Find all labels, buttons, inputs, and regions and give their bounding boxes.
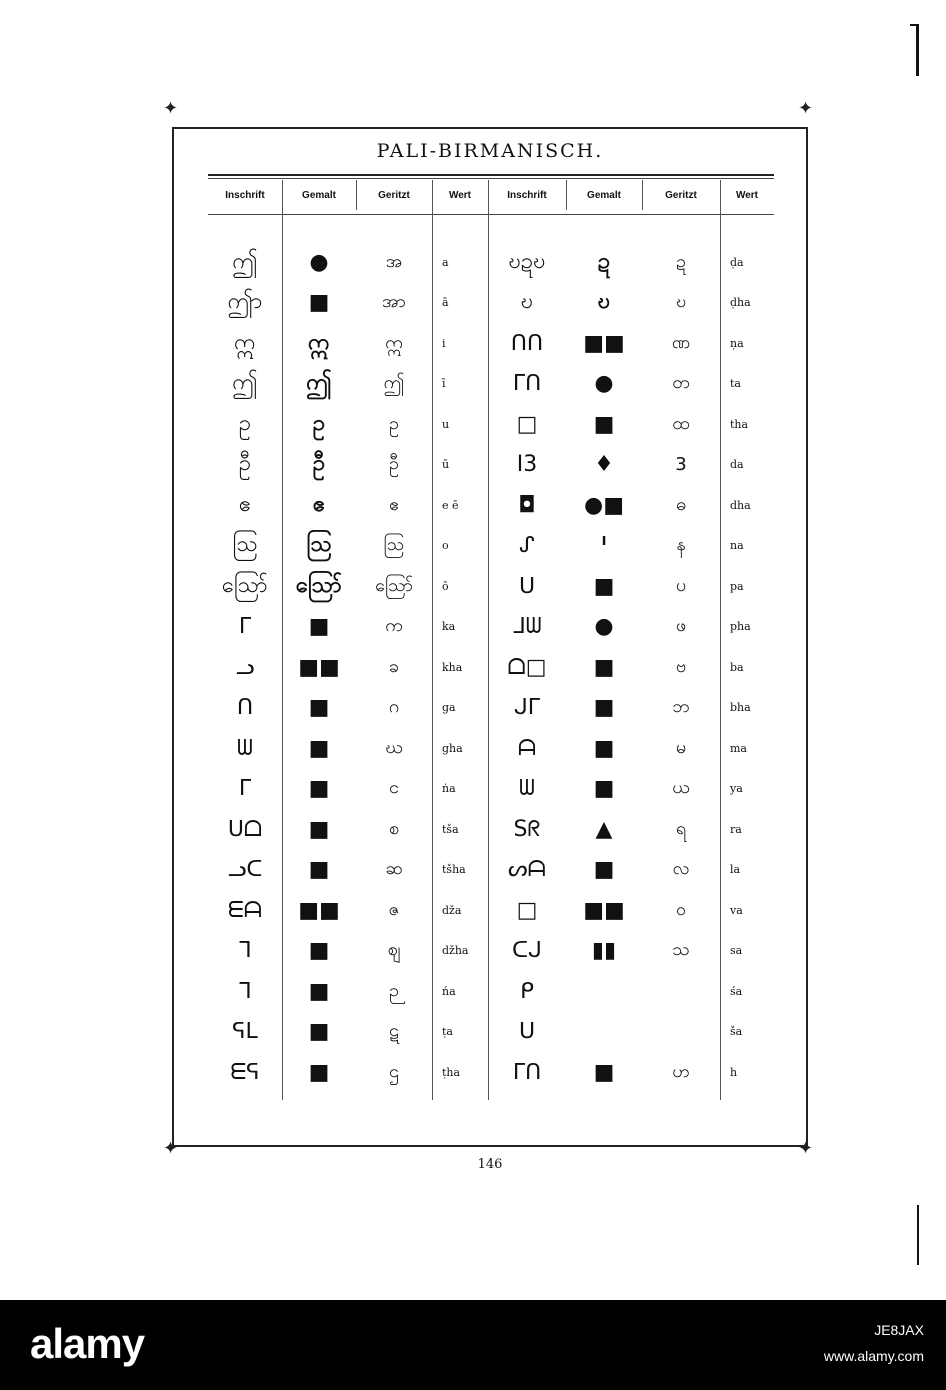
- scan-edge-mark: [917, 1205, 919, 1265]
- cell-inschrift-left: ᒥ: [238, 614, 252, 639]
- cell-geritzt-right: ဖ: [675, 615, 687, 636]
- cell-gemalt-left: ■■: [298, 897, 340, 923]
- cell-wert-right: da: [730, 458, 744, 471]
- column-divider: [356, 180, 357, 210]
- cell-inschrift-left: ဧ: [238, 491, 252, 517]
- cell-inschrift-right: ᗩ: [517, 735, 537, 761]
- cell-wert-left: ṭha: [442, 1065, 461, 1079]
- cell-geritzt-left: စ: [388, 817, 400, 839]
- cell-wert-right: bha: [730, 701, 751, 714]
- cell-wert-left: džha: [442, 944, 469, 957]
- cell-gemalt-left: ●: [309, 249, 329, 275]
- cell-inschrift-right: ᒥᑎ: [512, 371, 542, 396]
- cell-gemalt-right: ■: [593, 1059, 615, 1085]
- cell-geritzt-left: ဣ: [385, 331, 403, 353]
- cell-geritzt-right: ဓ: [675, 493, 687, 515]
- cell-wert-left: ńa: [442, 984, 456, 998]
- page-title: PALI-BIRMANISCH.: [376, 140, 604, 162]
- header-rule-bottom: [208, 214, 774, 215]
- cell-geritzt-left: ဋ: [389, 1020, 399, 1041]
- cell-wert-right: tha: [730, 417, 749, 431]
- cell-inschrift-left: ᓗᑕ: [227, 857, 263, 882]
- table-row: [208, 689, 774, 727]
- cell-wert-left: ō: [442, 579, 449, 593]
- cell-wert-right: dha: [730, 498, 751, 512]
- cell-wert-left: ī: [442, 377, 446, 390]
- cell-geritzt-right: လ: [672, 858, 690, 879]
- cell-inschrift-left: ᗴᗩ: [227, 897, 263, 923]
- cell-inschrift-right: ᒍᒥ: [513, 695, 541, 720]
- cell-inschrift-left: ᑌᗝ: [227, 816, 263, 842]
- cell-geritzt-right: ပ: [675, 574, 687, 596]
- cell-inschrift-left: ဤ: [232, 370, 258, 395]
- cell-geritzt-right: 3: [675, 454, 687, 475]
- cell-wert-left: ā: [442, 296, 449, 309]
- cell-geritzt-right: ဏ: [671, 331, 691, 353]
- watermark-image-id: JE8JAX: [874, 1322, 924, 1338]
- cell-inschrift-right: ᔕᗩ: [508, 857, 546, 882]
- cell-inschrift-left: ᑎ: [236, 695, 254, 720]
- cell-geritzt-right: ဟ: [672, 1060, 690, 1082]
- cell-wert-left: gha: [442, 741, 463, 755]
- cell-gemalt-right: ▲: [595, 816, 613, 842]
- cell-geritzt-left: ဪ: [375, 574, 413, 596]
- table-row: [208, 284, 774, 322]
- table-row: [208, 486, 774, 524]
- cell-wert-left: e ē: [442, 498, 459, 512]
- cell-geritzt-left: အ: [385, 250, 403, 272]
- cell-geritzt-left: ဃ: [385, 736, 403, 758]
- cell-gemalt-left: ဪ: [295, 572, 343, 598]
- table-row: [208, 405, 774, 443]
- cell-geritzt-left: ဥ: [389, 412, 399, 434]
- cell-geritzt-right: ဗ: [675, 655, 687, 677]
- scan-edge-mark: [916, 24, 919, 76]
- cell-geritzt-left: ဌ: [389, 1060, 399, 1082]
- cell-gemalt-right: ■: [593, 573, 615, 599]
- cell-gemalt-left: ■: [308, 290, 330, 315]
- cell-inschrift-left: ဪ: [221, 572, 269, 598]
- cell-wert-left: o: [442, 539, 449, 552]
- corner-ornament-bottom-left: ✦: [163, 1138, 179, 1159]
- cell-wert-right: ra: [730, 822, 742, 836]
- col-header-inschrift-right: Inschrift: [507, 190, 547, 201]
- cell-gemalt-left: ■: [308, 857, 330, 882]
- cell-inschrift-left: ဤ: [232, 248, 258, 274]
- cell-inschrift-left: ᕋᒪ: [232, 1019, 258, 1044]
- cell-wert-right: pha: [730, 620, 751, 633]
- cell-inschrift-right: ᑭ: [520, 978, 534, 1004]
- cell-inschrift-left: ᓗ: [235, 654, 255, 680]
- cell-wert-left: tšha: [442, 863, 466, 876]
- col-header-inschrift-left: Inschrift: [225, 190, 265, 201]
- cell-geritzt-left: ဦ: [389, 453, 399, 474]
- cell-inschrift-left: ᒣ: [238, 938, 252, 963]
- cell-inschrift-right: ᑕᒍ: [512, 938, 542, 963]
- cell-gemalt-left: ■: [308, 735, 330, 761]
- table-row: [208, 1013, 774, 1051]
- cell-wert-left: kha: [442, 660, 463, 674]
- table-row: [208, 851, 774, 889]
- cell-inschrift-right: ᒥᑎ: [512, 1059, 542, 1085]
- col-header-geritzt-left: Geritzt: [378, 190, 410, 201]
- cell-geritzt-left: အာ: [382, 291, 406, 312]
- col-header-wert-right: Wert: [735, 190, 759, 201]
- table-row: [208, 567, 774, 605]
- cell-geritzt-right: န: [676, 534, 686, 555]
- cell-gemalt-left: ဦ: [312, 451, 326, 476]
- cell-geritzt-right: ဎ: [675, 291, 687, 312]
- cell-inschrift-left: ᗯ: [237, 735, 253, 761]
- cell-gemalt-right: ■■: [583, 897, 625, 923]
- cell-gemalt-right: ■: [593, 776, 615, 801]
- cell-wert-right: sa: [730, 944, 743, 957]
- cell-gemalt-left: ဥ: [312, 410, 326, 436]
- column-divider: [566, 180, 567, 210]
- cell-inschrift-right: ᑌ: [518, 573, 536, 599]
- cell-gemalt-right: ဎ: [597, 289, 611, 314]
- header-rule-top: [208, 174, 774, 176]
- cell-inschrift-right: ᔑ: [519, 533, 535, 558]
- cell-gemalt-right: ■: [593, 857, 615, 882]
- cell-geritzt-right: [642, 972, 720, 1010]
- cell-gemalt-right: ♦: [594, 452, 614, 477]
- cell-inschrift-right: ᗝ□: [507, 654, 547, 680]
- cell-inschrift-right: ဎ: [520, 289, 534, 314]
- cell-inschrift-left: ဦ: [238, 451, 252, 476]
- cell-wert-right: ḍha: [730, 296, 751, 309]
- cell-gemalt-left: ■: [308, 1019, 330, 1044]
- cell-wert-right: ma: [730, 741, 747, 755]
- cell-inschrift-left: ᒥ: [238, 776, 252, 801]
- cell-geritzt-left: က: [385, 615, 403, 636]
- cell-gemalt-left: ■: [308, 938, 330, 963]
- table-row: [208, 891, 774, 929]
- cell-wert-left: ū: [442, 458, 450, 471]
- cell-wert-right: pa: [730, 579, 744, 593]
- cell-wert-left: u: [442, 417, 450, 431]
- col-header-gemalt-right: Gemalt: [587, 190, 621, 201]
- cell-inschrift-right: ᑌ: [518, 1019, 536, 1044]
- cell-gemalt-right: ■: [593, 654, 615, 680]
- cell-inschrift-right: ◘: [518, 492, 536, 518]
- table-row: [208, 770, 774, 808]
- cell-geritzt-left: ဉ: [389, 979, 399, 1001]
- cell-geritzt-right: ဝ: [675, 898, 687, 920]
- table-row: [208, 932, 774, 970]
- cell-geritzt-left: ဈ: [387, 939, 401, 960]
- cell-inschrift-left: ᗴᕋ: [230, 1059, 260, 1085]
- cell-gemalt-right: ᑊ: [601, 533, 607, 558]
- cell-geritzt-left: ဇ: [388, 898, 400, 920]
- cell-gemalt-right: [566, 1013, 642, 1051]
- cell-wert-right: ša: [730, 1025, 743, 1038]
- cell-geritzt-right: ဘ: [672, 696, 690, 717]
- table-row: [208, 608, 774, 646]
- cell-wert-left: ka: [442, 620, 456, 633]
- cell-wert-right: va: [730, 903, 743, 917]
- watermark-logo: alamy: [30, 1320, 145, 1367]
- cell-geritzt-right: ရ: [675, 817, 687, 839]
- table-row: [208, 243, 774, 281]
- cell-geritzt-left: ဩ: [383, 534, 405, 555]
- cell-wert-right: ḍa: [730, 255, 744, 269]
- cell-geritzt-right: [642, 1013, 720, 1051]
- cell-gemalt-right: ●: [594, 371, 614, 396]
- table-row: [208, 729, 774, 767]
- cell-inschrift-right: □: [516, 411, 538, 437]
- cell-gemalt-left: ■: [308, 978, 330, 1004]
- cell-wert-left: tša: [442, 822, 459, 836]
- cell-inschrift-right: ᗯ: [519, 776, 535, 801]
- cell-gemalt-right: ●■: [584, 492, 624, 518]
- cell-wert-left: ga: [442, 701, 456, 714]
- cell-wert-left: ṭa: [442, 1025, 453, 1038]
- cell-geritzt-right: ယ: [672, 777, 690, 798]
- cell-gemalt-right: ▮▮: [591, 938, 617, 963]
- cell-geritzt-right: မ: [675, 736, 687, 758]
- table-row: [208, 810, 774, 848]
- table-row: [208, 324, 774, 362]
- cell-wert-left: i: [442, 336, 446, 350]
- cell-geritzt-right: တ: [672, 372, 690, 393]
- cell-gemalt-left: ■: [308, 1059, 330, 1085]
- cell-geritzt-left: ဆ: [385, 858, 403, 879]
- cell-gemalt-left: ဧ: [312, 491, 326, 517]
- cell-geritzt-right: ထ: [672, 412, 690, 434]
- table-row: [208, 446, 774, 484]
- cell-wert-left: a: [442, 255, 449, 269]
- cell-geritzt-left: ဂ: [388, 696, 400, 717]
- corner-ornament-bottom-right: ✦: [798, 1138, 814, 1159]
- cell-wert-right: ba: [730, 660, 744, 674]
- col-header-gemalt-left: Gemalt: [302, 190, 336, 201]
- corner-ornament-top-left: ✦: [163, 98, 179, 119]
- cell-wert-right: na: [730, 539, 744, 552]
- cell-inschrift-right: ᒧᗯ: [512, 614, 542, 639]
- cell-inschrift-left: ဥ: [238, 410, 252, 436]
- cell-gemalt-right: ဍ: [597, 248, 611, 274]
- table-row: [208, 527, 774, 565]
- cell-geritzt-right: သ: [672, 939, 690, 960]
- cell-wert-right: ya: [730, 782, 743, 795]
- cell-geritzt-left: င: [389, 777, 399, 798]
- column-divider: [642, 180, 643, 210]
- cell-gemalt-left: ■: [308, 776, 330, 801]
- table-row: [208, 972, 774, 1010]
- cell-gemalt-right: ■: [593, 735, 615, 761]
- cell-wert-left: dža: [442, 903, 462, 917]
- cell-gemalt-left: ဤ: [306, 370, 332, 395]
- col-header-geritzt-right: Geritzt: [665, 190, 697, 201]
- cell-gemalt-right: ■: [593, 695, 615, 720]
- cell-inschrift-right: ဎဍဎ: [508, 248, 546, 274]
- table-row: [208, 648, 774, 686]
- cell-gemalt-left: ဣ: [308, 329, 330, 355]
- cell-wert-right: h: [730, 1065, 738, 1079]
- table-row: [208, 1053, 774, 1091]
- cell-gemalt-right: ■: [593, 411, 615, 437]
- cell-inschrift-right: Sᖇ: [513, 816, 541, 842]
- cell-gemalt-right: ●: [594, 614, 614, 639]
- cell-gemalt-left: ■: [308, 695, 330, 720]
- cell-inschrift-right: I3: [516, 452, 538, 477]
- cell-inschrift-left: ᒣ: [238, 978, 252, 1004]
- cell-gemalt-right: ■■: [583, 330, 625, 356]
- cell-inschrift-left: ဣ: [234, 329, 256, 355]
- cell-gemalt-left: ■■: [298, 654, 340, 680]
- cell-wert-right: la: [730, 863, 741, 876]
- cell-geritzt-left: ခ: [388, 655, 400, 677]
- watermark-url: www.alamy.com: [823, 1348, 924, 1364]
- cell-wert-left: ṅa: [442, 782, 456, 795]
- cell-inschrift-left: ဩ: [232, 532, 258, 557]
- table-row: [208, 365, 774, 403]
- cell-inschrift-right: ᑎᑎ: [510, 330, 544, 356]
- cell-geritzt-right: ဍ: [676, 250, 686, 272]
- cell-gemalt-left: ■: [308, 614, 330, 639]
- cell-gemalt-left: ဩ: [306, 532, 332, 557]
- cell-wert-right: śa: [730, 984, 743, 998]
- cell-wert-right: ṇa: [730, 336, 744, 350]
- col-header-wert-left: Wert: [448, 190, 472, 201]
- page-number: 146: [477, 1157, 503, 1172]
- corner-ornament-top-right: ✦: [798, 98, 814, 119]
- cell-wert-right: ta: [730, 377, 741, 390]
- header-rule-top-thin: [208, 178, 774, 179]
- cell-gemalt-left: ■: [308, 816, 330, 842]
- cell-geritzt-left: ဧ: [388, 493, 400, 515]
- cell-geritzt-left: ဤ: [383, 372, 405, 393]
- cell-inschrift-right: □: [516, 897, 538, 923]
- cell-gemalt-right: [566, 972, 642, 1010]
- cell-inschrift-left: ဤာ: [227, 289, 263, 314]
